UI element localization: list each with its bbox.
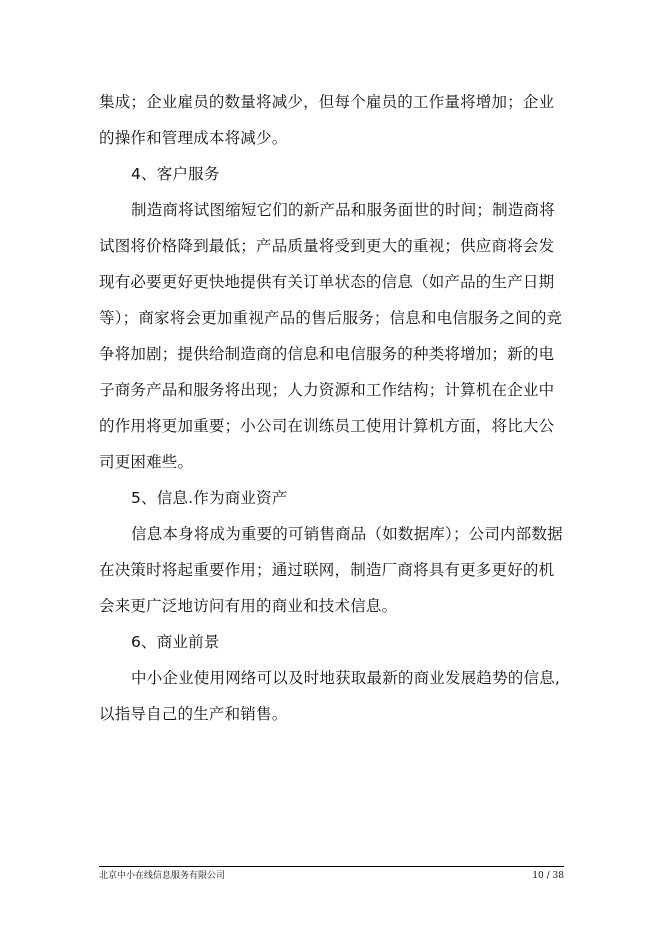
text-line-4: 制造商将试图缩短它们的新产品和服务面世的时间；制造商将 (131, 201, 555, 219)
text-line-5: 试图将价格降到最低；产品质量将受到更大的重视；供应商将会发 (99, 237, 555, 255)
text-line-14: 在决策时将起重要作用；通过联网，制造厂商将具有更多更好的机 (99, 561, 555, 579)
text-line-11: 司更困难些。 (99, 453, 194, 471)
text-line-13: 信息本身将成为重要的可销售商品（如数据库）；公司内部数据 (131, 525, 563, 543)
text-line-1: 集成；企业雇员的数量将减少，但每个雇员的工作量将增加；企业 (99, 93, 555, 111)
text-line-9: 子商务产品和服务将出现；人力资源和工作结构；计算机在企业中 (99, 381, 555, 399)
document-body (99, 84, 569, 732)
text-line-2: 的操作和管理成本将减少。 (99, 129, 288, 147)
text-line-18: 以指导自己的生产和销售。 (99, 705, 288, 723)
text-line-17: 中小企业使用网络可以及时地获取最新的商业发展趋势的信息, (131, 669, 561, 687)
text-line-7: 等）；商家将会更加重视产品的售后服务；信息和电信服务之间的竞 (99, 309, 563, 327)
section-heading-customer-service: 4、客户服务 (131, 165, 220, 183)
text-line-6: 现有必要更好更快地提供有关订单状态的信息（如产品的生产日期 (99, 273, 555, 291)
footer-divider (99, 866, 564, 867)
text-line-10: 的作用将更加重要；小公司在训练员工使用计算机方面，将比大公 (99, 417, 555, 435)
footer-page-number: 10 / 38 (532, 871, 564, 881)
text-line-8: 争将加剧；提供给制造商的信息和电信服务的种类将增加；新的电 (99, 345, 555, 363)
section-heading-information-asset: 5、信息.作为商业资产 (131, 489, 288, 507)
footer-company-name: 北京中小在线信息服务有限公司 (99, 871, 226, 881)
text-line-15: 会来更广泛地访问有用的商业和技术信息。 (99, 597, 398, 615)
section-heading-business-outlook: 6、商业前景 (131, 633, 220, 651)
